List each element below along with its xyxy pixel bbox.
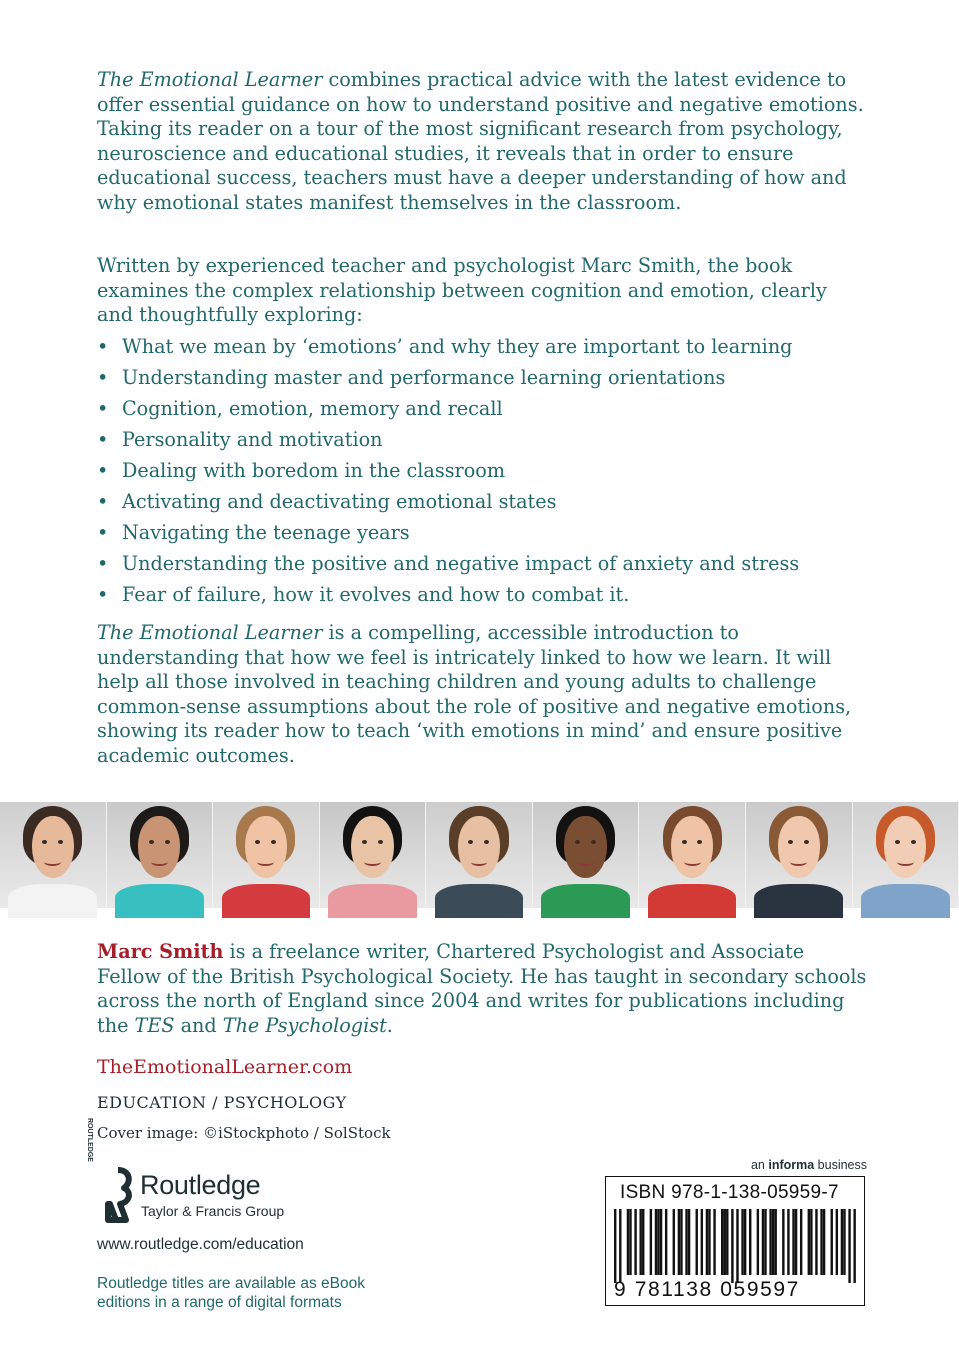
topic-text: Activating and deactivating emotional states bbox=[122, 490, 557, 513]
barcode-bar bbox=[820, 1209, 822, 1275]
barcode-bar bbox=[724, 1209, 726, 1275]
barcode-bar bbox=[629, 1209, 631, 1275]
barcode-icon bbox=[614, 1209, 856, 1283]
barcode-bar bbox=[660, 1209, 662, 1275]
intro-paragraph bbox=[97, 68, 867, 216]
barcode-bar bbox=[782, 1209, 784, 1275]
barcode-bar bbox=[708, 1209, 710, 1275]
barcode-bar bbox=[787, 1209, 789, 1275]
topic-list-item bbox=[97, 364, 887, 395]
barcode-bar bbox=[713, 1209, 715, 1275]
topic-text: Cognition, emotion, memory and recall bbox=[122, 397, 503, 420]
author-bio-text-c: . bbox=[386, 1013, 393, 1037]
barcode-bar bbox=[772, 1209, 774, 1275]
topic-text: What we mean by ‘emotions’ and why they are important to learning bbox=[122, 335, 793, 358]
barcode-bar bbox=[757, 1209, 759, 1275]
informa-brand: informa bbox=[768, 1158, 815, 1172]
author-bio-text-a: is a freelance writer, Chartered Psychologist and Associate Fellow of the British Psychological Society. He has taught in secondary schools across the north of England since 2004 and writes for publications including the bbox=[97, 940, 867, 1037]
barcode-bar bbox=[696, 1209, 698, 1275]
topic-list-item bbox=[97, 550, 887, 581]
student-portrait bbox=[320, 802, 427, 908]
website-link[interactable]: TheEmotionalLearner.com bbox=[97, 1056, 353, 1078]
bullet-dot-icon: • bbox=[97, 552, 109, 575]
barcode-bar bbox=[853, 1209, 855, 1283]
barcode-bar bbox=[673, 1209, 675, 1275]
topic-list-item bbox=[97, 333, 887, 364]
bullet-dot-icon: • bbox=[97, 335, 109, 358]
publisher-name: Routledge bbox=[140, 1170, 261, 1200]
publication-psychologist: The Psychologist bbox=[222, 1013, 387, 1037]
barcode-bar bbox=[678, 1209, 680, 1275]
barcode-digits: 9 781138 059597 bbox=[614, 1278, 800, 1301]
student-portrait bbox=[107, 802, 214, 908]
book-title-italic: The Emotional Learner bbox=[97, 621, 323, 644]
topic-text: Dealing with boredom in the classroom bbox=[122, 459, 506, 482]
closing-text: is a compelling, accessible introduction to understanding that how we feel is intricately linked to how we learn. It will help all those involved in teaching children and young adults to challenge common-sense assumptions about the role of positive and negative emotions, showing its reader how to teach ‘with emotions in mind’ and ensure positive academic outcomes. bbox=[97, 621, 852, 767]
overview-paragraph: Written by experienced teacher and psychologist Marc Smith, the book examines the complex relationship between cognition and emotion, clearly and thoughtfully exploring: bbox=[97, 254, 827, 327]
barcode-bar bbox=[841, 1209, 843, 1275]
barcode-bar bbox=[721, 1209, 723, 1275]
barcode-bar bbox=[680, 1209, 682, 1275]
topic-list-item bbox=[97, 488, 887, 519]
barcode-bar bbox=[762, 1209, 764, 1275]
barcode-bar bbox=[831, 1209, 833, 1275]
bullet-dot-icon: • bbox=[97, 490, 109, 513]
publication-tes: TES bbox=[134, 1013, 175, 1037]
bullet-dot-icon: • bbox=[97, 583, 109, 606]
publisher-url[interactable]: www.routledge.com/education bbox=[97, 1236, 304, 1253]
topic-list-item bbox=[97, 581, 887, 612]
author-bio-text-b: and bbox=[174, 1013, 223, 1037]
barcode-bar bbox=[843, 1209, 845, 1275]
student-portrait bbox=[426, 802, 533, 908]
publisher-group: Taylor & Francis Group bbox=[141, 1203, 285, 1219]
barcode-bar bbox=[741, 1209, 743, 1275]
bullet-dot-icon: • bbox=[97, 459, 109, 482]
bullet-dot-icon: • bbox=[97, 397, 109, 420]
barcode-bar bbox=[769, 1209, 771, 1275]
author-name: Marc Smith bbox=[97, 940, 224, 963]
bullet-dot-icon: • bbox=[97, 521, 109, 544]
barcode-bar bbox=[650, 1209, 652, 1275]
routledge-vertical-wordmark: ROUTLEDGE bbox=[86, 1118, 93, 1162]
informa-tagline bbox=[700, 1158, 867, 1172]
topic-text: Understanding the positive and negative impact of anxiety and stress bbox=[122, 552, 800, 575]
barcode-bar bbox=[749, 1209, 751, 1275]
barcode-bar bbox=[619, 1209, 621, 1283]
student-portrait bbox=[853, 802, 959, 908]
cover-image-credit: Cover image: ©iStockphoto / SolStock bbox=[97, 1124, 391, 1142]
barcode-bar bbox=[657, 1209, 659, 1275]
barcode-bar bbox=[655, 1209, 657, 1275]
student-portrait bbox=[0, 802, 107, 908]
topic-text: Understanding master and performance learning orientations bbox=[122, 366, 726, 389]
bullet-dot-icon: • bbox=[97, 366, 109, 389]
subject-category: EDUCATION / PSYCHOLOGY bbox=[97, 1093, 347, 1112]
barcode-bar bbox=[774, 1209, 776, 1275]
topic-text: Navigating the teenage years bbox=[122, 521, 410, 544]
barcode-bar bbox=[808, 1209, 810, 1275]
student-portrait bbox=[213, 802, 320, 908]
topic-list bbox=[97, 333, 887, 612]
informa-prefix: an bbox=[750, 1158, 769, 1172]
barcode-bar bbox=[627, 1209, 629, 1275]
topic-list-item bbox=[97, 426, 887, 457]
barcode-bar bbox=[810, 1209, 812, 1275]
topic-text: Fear of failure, how it evolves and how to combat it. bbox=[122, 583, 630, 606]
barcode-panel bbox=[605, 1176, 865, 1306]
ebook-note: Routledge titles are available as eBook editions in a range of digital formats bbox=[97, 1275, 365, 1311]
barcode-bar bbox=[836, 1209, 838, 1275]
intro-text: combines practical advice with the latest evidence to offer essential guidance on how to understand positive and negative emotions. Taking its reader on a tour of the most significant research from psychology, neuroscience and educational studies, it reveals that in order to ensure educational success, teachers must have a deeper understanding of how and why emotional states manifest themselves in the classroom. bbox=[97, 68, 864, 214]
topic-list-item bbox=[97, 519, 887, 550]
informa-suffix: business bbox=[814, 1158, 867, 1172]
barcode-bar bbox=[685, 1209, 687, 1275]
barcode-bar bbox=[639, 1209, 641, 1275]
closing-paragraph bbox=[97, 621, 867, 769]
topic-list-item bbox=[97, 395, 887, 426]
isbn-label: ISBN 978-1-138-05959-7 bbox=[620, 1182, 839, 1203]
student-portrait bbox=[639, 802, 746, 908]
barcode-bar bbox=[823, 1209, 825, 1275]
barcode-bar bbox=[848, 1209, 850, 1283]
routledge-mark-icon bbox=[86, 1118, 134, 1222]
barcode-bar bbox=[744, 1209, 746, 1275]
barcode-bar bbox=[800, 1209, 802, 1275]
bullet-dot-icon: • bbox=[97, 428, 109, 451]
student-portrait bbox=[746, 802, 853, 908]
topic-list-item bbox=[97, 457, 887, 488]
author-bio bbox=[97, 940, 867, 1038]
barcode-bar bbox=[726, 1209, 728, 1275]
barcode-bar bbox=[665, 1209, 667, 1275]
barcode-bar bbox=[764, 1209, 766, 1275]
barcode-bar bbox=[792, 1209, 794, 1275]
book-title-italic: The Emotional Learner bbox=[97, 68, 323, 91]
barcode-bar bbox=[795, 1209, 797, 1275]
barcode-bar bbox=[614, 1209, 616, 1283]
barcode-bar bbox=[731, 1209, 733, 1283]
barcode-bar bbox=[701, 1209, 703, 1275]
topic-text: Personality and motivation bbox=[122, 428, 383, 451]
barcode-bar bbox=[634, 1209, 636, 1275]
student-portrait bbox=[533, 802, 640, 908]
barcode-bar bbox=[815, 1209, 817, 1275]
barcode-bar bbox=[706, 1209, 708, 1275]
barcode-bar bbox=[642, 1209, 644, 1275]
barcode-bar bbox=[736, 1209, 738, 1283]
student-photo-strip bbox=[0, 802, 959, 908]
barcode-bar bbox=[688, 1209, 690, 1275]
